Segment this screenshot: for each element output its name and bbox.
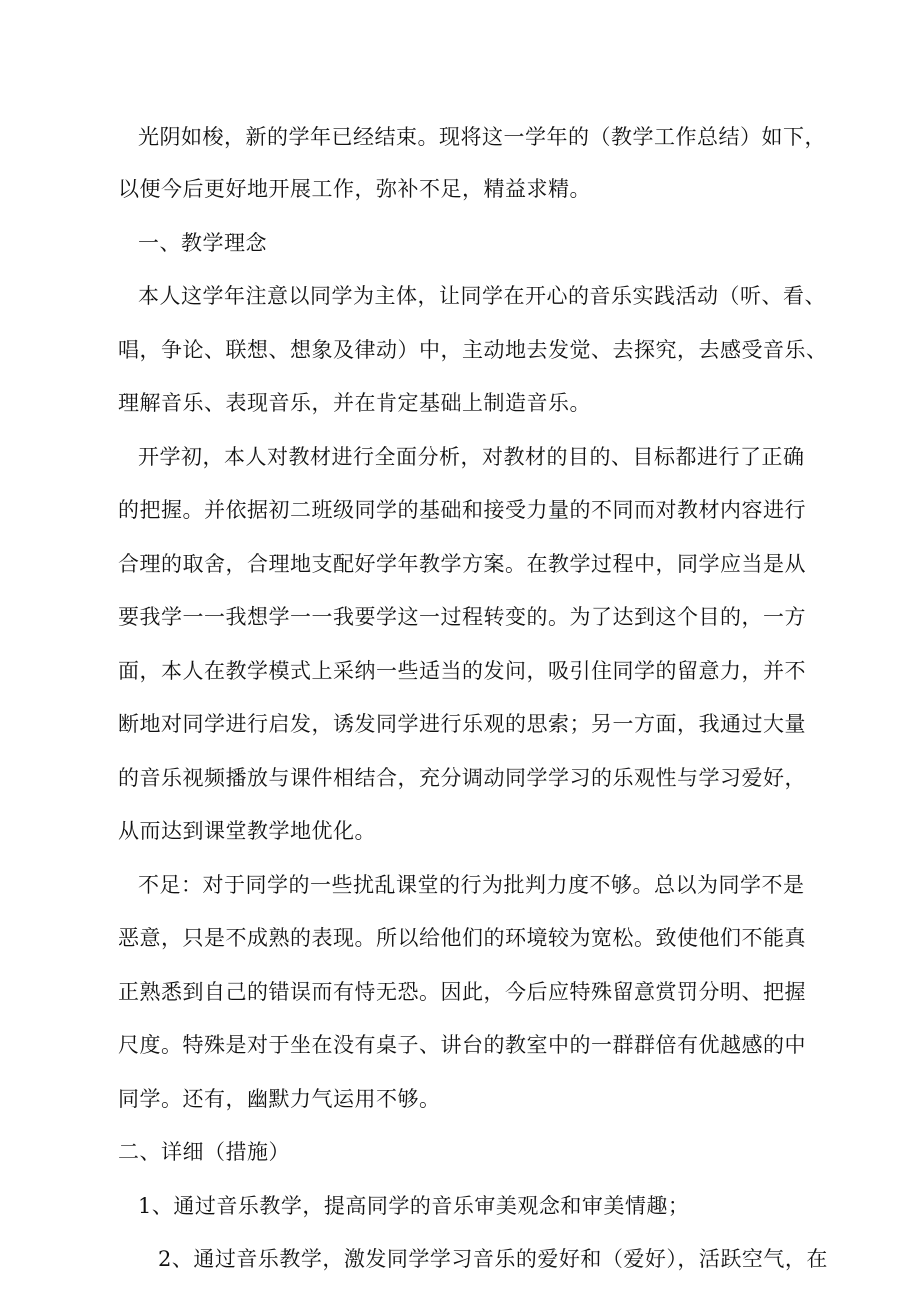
paragraph-shortcomings-line-2: 恶意，只是不成熟的表现。所以给他们的环境较为宽松。致使他们不能真 bbox=[118, 926, 806, 950]
paragraph-intro-line-1: 光阴如梭，新的学年已经结束。现将这一学年的（教学工作总结）如下， bbox=[138, 125, 826, 149]
paragraph-philosophy-line-3: 理解音乐、表现音乐，并在肯定基础上制造音乐。 bbox=[118, 391, 591, 415]
paragraph-semester-line-1: 开学初，本人对教材进行全面分析，对教材的目的、目标都进行了正确 bbox=[138, 445, 805, 469]
paragraph-semester-line-6: 断地对同学进行启发，诱发同学进行乐观的思索；另一方面，我通过大量 bbox=[118, 712, 806, 736]
paragraph-philosophy-line-2: 唱，争论、联想、想象及律动）中，主动地去发觉、去探究，去感受音乐、 bbox=[118, 338, 828, 362]
paragraph-semester-line-4: 要我学一一我想学一一我要学这一过程转变的。为了达到这个目的，一方 bbox=[118, 605, 806, 629]
paragraph-shortcomings-line-1: 不足：对于同学的一些扰乱课堂的行为批判力度不够。总以为同学不是 bbox=[138, 873, 805, 897]
section-heading-measures: 二、详细（措施） bbox=[118, 1140, 290, 1164]
paragraph-shortcomings-line-5: 同学。还有，幽默力气运用不够。 bbox=[118, 1087, 441, 1111]
paragraph-shortcomings-line-3: 正熟悉到自己的错误而有恃无恐。因此，今后应特殊留意赏罚分明、把握 bbox=[118, 980, 806, 1004]
paragraph-philosophy-line-1: 本人这学年注意以同学为主体，让同学在开心的音乐实践活动（听、看、 bbox=[138, 284, 826, 308]
paragraph-semester-line-7: 的音乐视频播放与课件相结合，充分调动同学学习的乐观性与学习爱好， bbox=[118, 766, 806, 790]
paragraph-semester-line-3: 合理的取舍，合理地支配好学年教学方案。在教学过程中，同学应当是从 bbox=[118, 552, 806, 576]
paragraph-semester-line-5: 面，本人在教学模式上采纳一些适当的发问，吸引住同学的留意力，并不 bbox=[118, 659, 806, 683]
section-heading-teaching-philosophy: 一、教学理念 bbox=[138, 231, 267, 255]
paragraph-shortcomings-line-4: 尺度。特殊是对于坐在没有桌子、讲台的教室中的一群群倍有优越感的中 bbox=[118, 1033, 806, 1057]
paragraph-semester-line-2: 的把握。并依据初二班级同学的基础和接受力量的不同而对教材内容进行 bbox=[118, 498, 806, 522]
list-item-measure-1: 1、通过音乐教学，提高同学的音乐审美观念和审美情趣； bbox=[138, 1194, 690, 1218]
list-item-measure-2: 2、通过音乐教学，激发同学学习音乐的爱好和（爱好），活跃空气，在 bbox=[158, 1247, 828, 1271]
paragraph-semester-line-8: 从而达到课堂教学地优化。 bbox=[118, 819, 376, 843]
paragraph-intro-line-2: 以便今后更好地开展工作，弥补不足，精益求精。 bbox=[118, 177, 591, 201]
